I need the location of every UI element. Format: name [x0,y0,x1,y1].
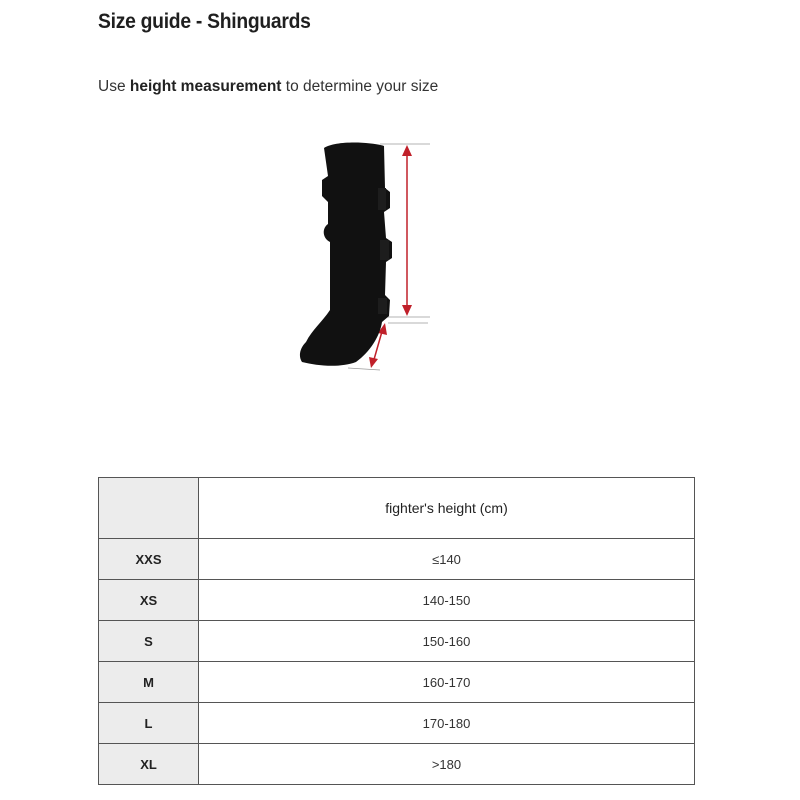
height-range-cell: 170-180 [199,703,695,744]
size-label-cell: XXS [99,539,199,580]
height-range-cell: >180 [199,744,695,785]
table-row [99,539,695,580]
size-label-cell: L [99,703,199,744]
table-row [99,744,695,785]
subtitle-prefix: Use [98,78,130,95]
table-corner-cell [99,478,199,539]
table-row [99,621,695,662]
page-title: Size guide - Shinguards [98,10,311,33]
size-label-cell: XS [99,580,199,621]
height-range-cell: 150-160 [199,621,695,662]
height-range-cell: ≤140 [199,539,695,580]
subtitle-emphasis: height measurement [129,78,282,95]
size-label-cell: M [99,662,199,703]
page-subtitle [98,78,438,96]
size-label-cell: XL [99,744,199,785]
shinguard-icon [280,130,450,380]
size-label-cell: S [99,621,199,662]
subtitle-suffix: to determine your size [281,78,439,95]
table-row [99,662,695,703]
shinguard-illustration [280,130,450,380]
height-range-cell: 160-170 [199,662,695,703]
table-row [99,703,695,744]
size-chart-table [98,477,695,785]
table-row [99,580,695,621]
height-range-cell: 140-150 [199,580,695,621]
column-header-height: fighter's height (cm) [199,478,695,539]
table-header-row [99,478,695,539]
